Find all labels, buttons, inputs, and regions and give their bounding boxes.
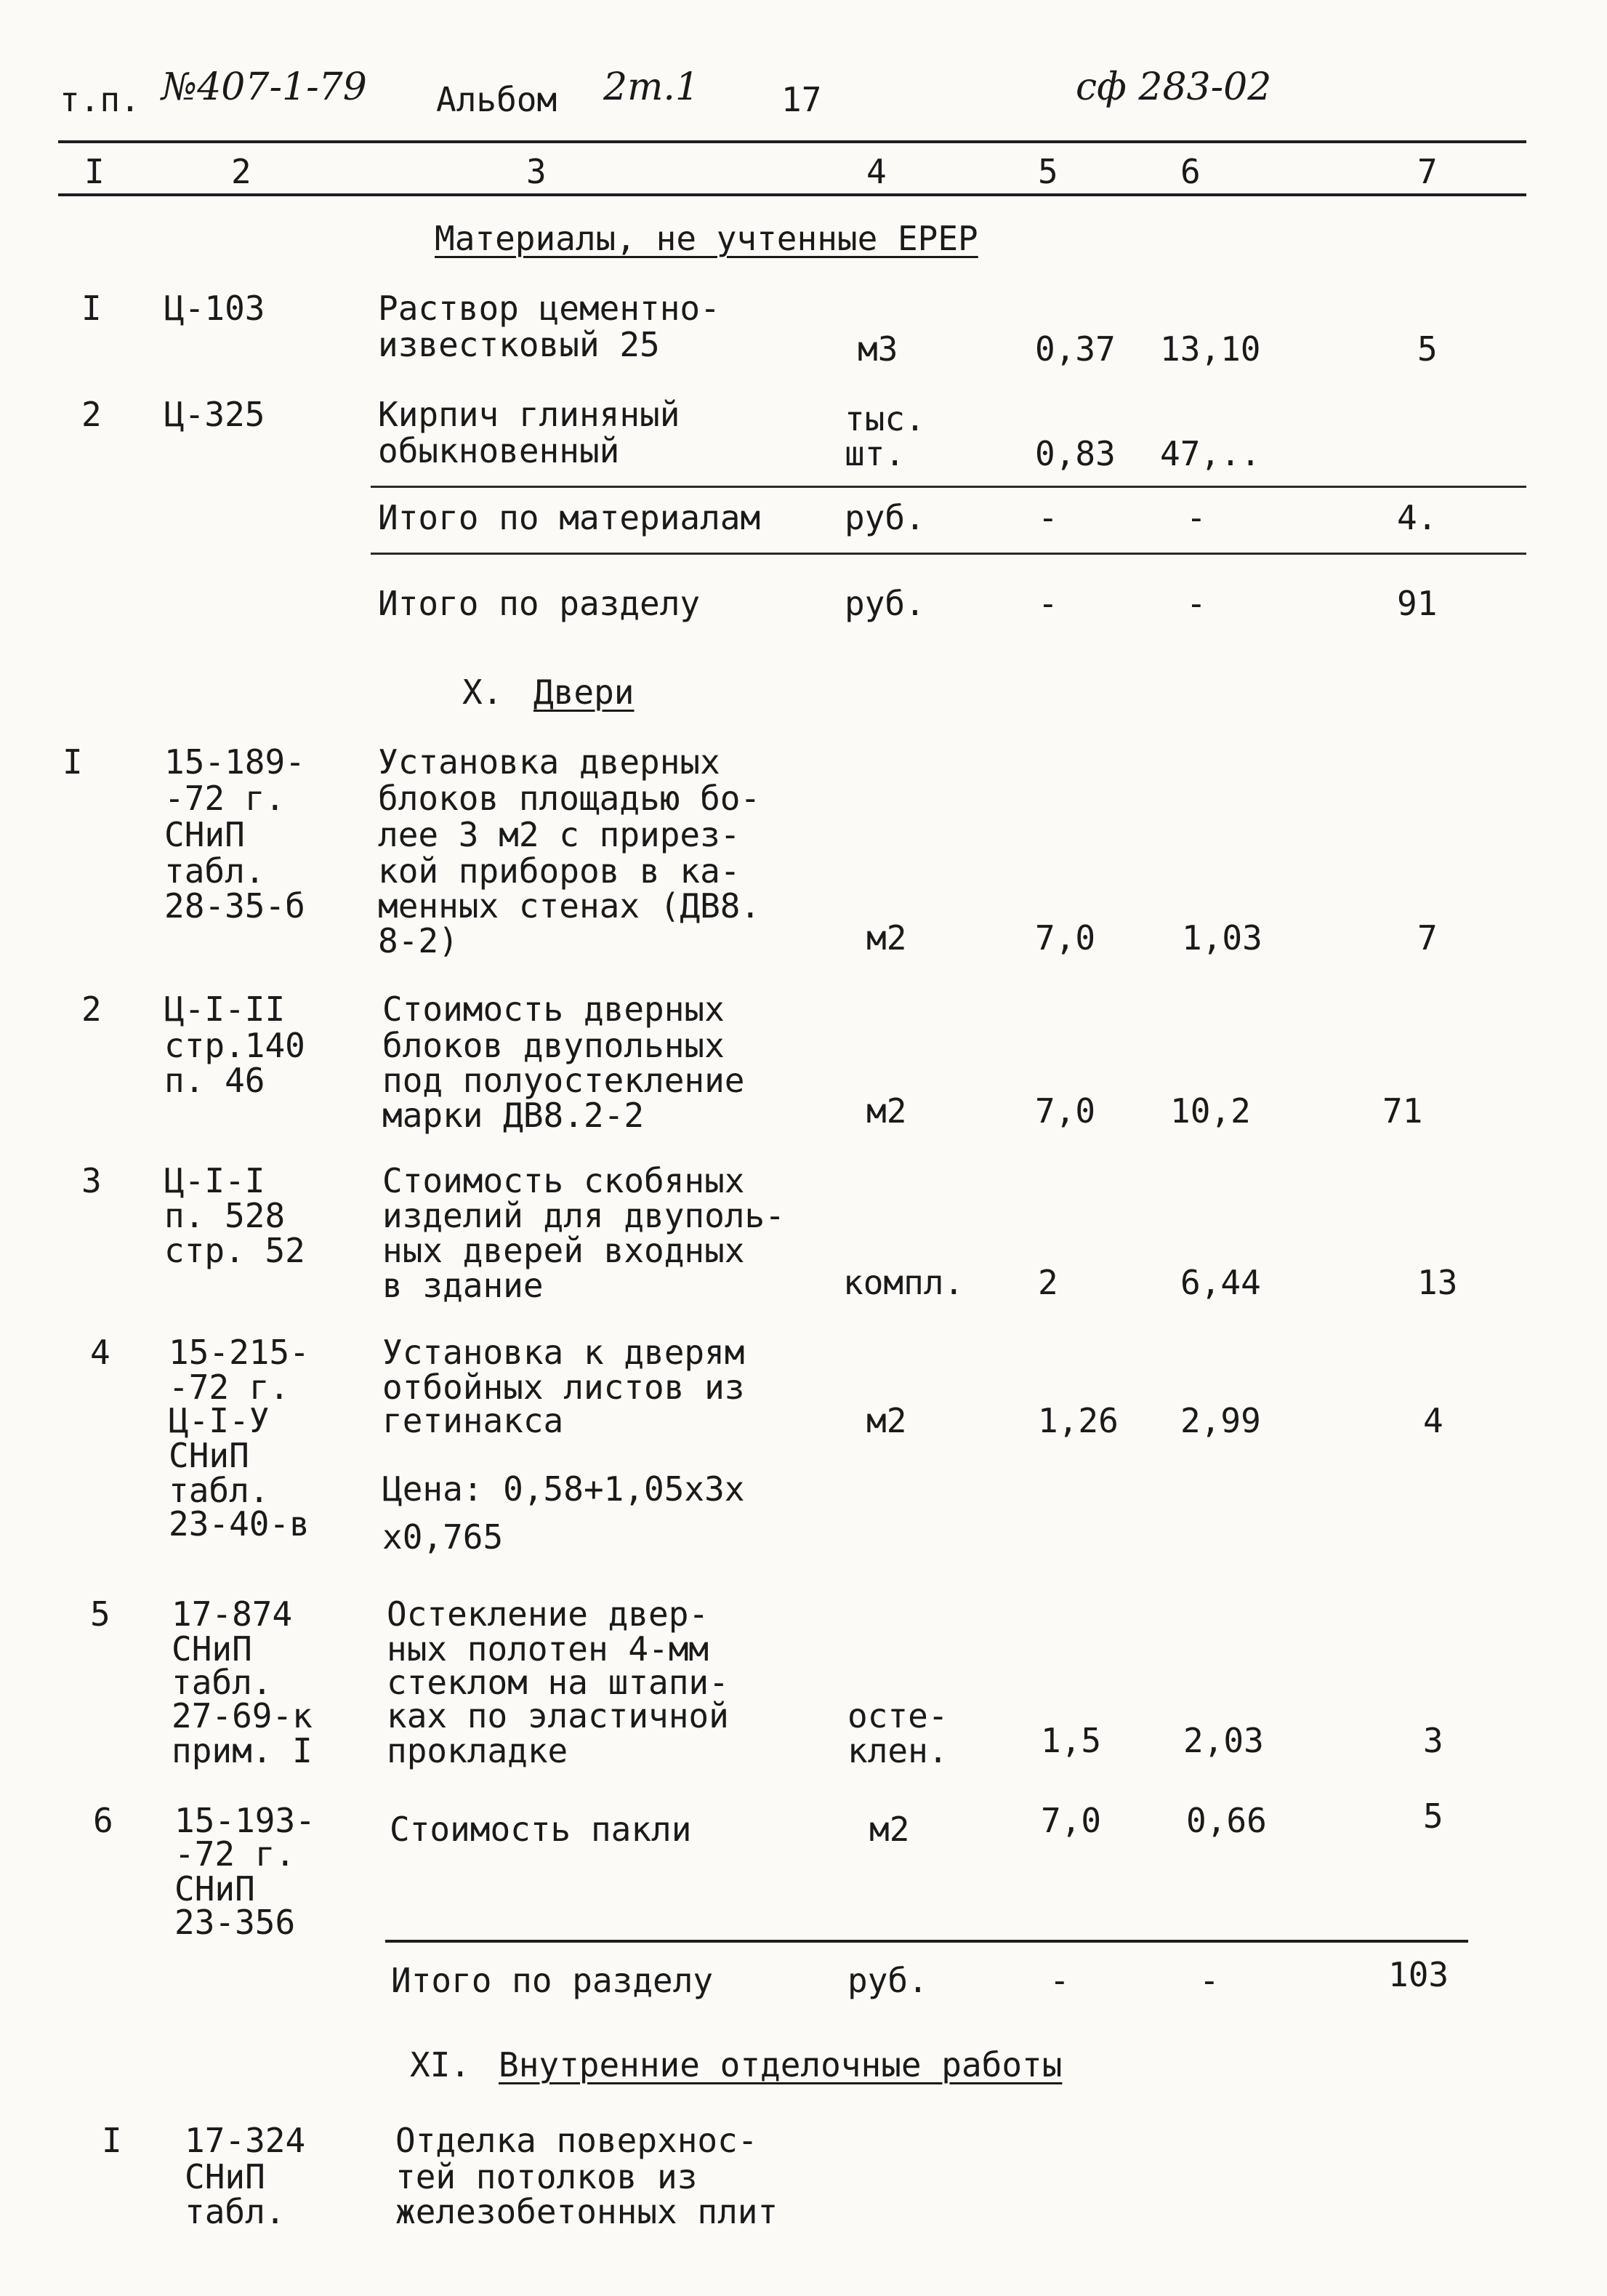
row-name: под полуостекление xyxy=(382,1061,745,1100)
row-name: Стоимость скобяных xyxy=(382,1161,745,1200)
row-qty: 1,26 xyxy=(1038,1401,1119,1440)
row-unit: клен. xyxy=(847,1731,949,1770)
row-code: 23-40-в xyxy=(169,1504,310,1544)
row-unit: м2 xyxy=(866,1401,907,1440)
album-number: 2т.1 xyxy=(603,65,700,109)
row-code: 15-189- xyxy=(164,742,305,782)
row-total: 5 xyxy=(1417,329,1438,369)
row-number: 5 xyxy=(90,1594,110,1634)
row-total: 4 xyxy=(1423,1401,1443,1440)
row-name: изделий для двуполь- xyxy=(382,1196,785,1235)
row-unit: м2 xyxy=(866,918,907,958)
row-code: 15-193- xyxy=(174,1801,315,1840)
subtotal-total: 91 xyxy=(1397,584,1438,623)
subtotal-rule xyxy=(385,1940,1468,1943)
subtotal-label: Итого по разделу xyxy=(378,584,701,623)
row-code: Ц-325 xyxy=(164,395,265,434)
row-name: Отделка поверхнос- xyxy=(395,2121,758,2160)
column-number: 4 xyxy=(866,152,887,191)
row-name: Стоимость пакли xyxy=(390,1810,692,1849)
row-price: 6,44 xyxy=(1180,1263,1261,1302)
row-code: 27-69-к xyxy=(172,1696,313,1735)
row-code: Ц-I-II xyxy=(164,990,286,1029)
row-code: СНиП xyxy=(169,1436,249,1475)
row-price: 2,99 xyxy=(1180,1401,1261,1440)
row-name: ках по эластичной xyxy=(387,1696,729,1735)
row-total: 13 xyxy=(1417,1263,1458,1302)
row-name: блоков двупольных xyxy=(382,1026,725,1065)
row-code: прим. I xyxy=(172,1731,313,1770)
subtotal-unit: руб. xyxy=(845,498,925,537)
row-name: Установка к дверям xyxy=(382,1333,745,1372)
row-code: табл. xyxy=(185,2192,286,2231)
row-code: табл. xyxy=(172,1663,273,1702)
subtotal-price: - xyxy=(1186,498,1207,537)
subtotal-qty: - xyxy=(1038,498,1058,537)
subtotal-rule xyxy=(371,486,1526,488)
subtotal-price: - xyxy=(1199,1961,1220,2000)
tp-number: №407-1-79 xyxy=(161,65,367,109)
row-code: п. 46 xyxy=(164,1061,265,1100)
section-title-finishing: Внутренние отделочные работы xyxy=(499,2045,1063,2084)
row-unit: осте- xyxy=(847,1696,949,1735)
row-name: в здание xyxy=(382,1266,544,1305)
row-code: 28-35-б xyxy=(164,886,305,926)
document-code: сф 283-02 xyxy=(1076,65,1272,109)
row-name: кой приборов в ка- xyxy=(378,851,741,891)
row-price: 2,03 xyxy=(1183,1721,1264,1760)
row-code: 17-324 xyxy=(185,2121,306,2160)
column-number: 6 xyxy=(1180,152,1201,191)
row-number: 6 xyxy=(93,1801,113,1840)
row-name: Стоимость дверных xyxy=(382,990,725,1029)
row-name: ных дверей входных xyxy=(382,1231,745,1270)
row-code: Ц-103 xyxy=(164,289,265,328)
row-name: тей потолков из xyxy=(395,2157,698,2196)
row-price: 1,03 xyxy=(1182,918,1262,958)
sheet-number: 17 xyxy=(781,80,822,119)
row-unit: компл. xyxy=(843,1263,964,1302)
row-code: табл. xyxy=(169,1471,270,1510)
column-number: 5 xyxy=(1038,152,1058,191)
row-name: блоков площадью бо- xyxy=(378,779,761,818)
row-code: стр. 52 xyxy=(164,1231,305,1270)
row-code: СНиП xyxy=(164,815,245,854)
subtotal-label: Итого по материалам xyxy=(378,498,761,537)
subtotal-qty: - xyxy=(1050,1961,1070,2000)
price-formula: Цена: 0,58+1,05x3x xyxy=(382,1469,745,1509)
row-price: 47,.. xyxy=(1160,434,1261,473)
row-number: I xyxy=(63,742,83,782)
row-code: -72 г. xyxy=(164,779,286,818)
row-total: 71 xyxy=(1382,1091,1423,1131)
subtotal-total: 4. xyxy=(1397,498,1438,537)
column-number: 7 xyxy=(1417,152,1438,191)
row-code: СНиП xyxy=(185,2157,265,2196)
row-name: лее 3 м2 с прирез- xyxy=(378,815,741,854)
row-code: табл. xyxy=(164,851,265,891)
subtotal-unit: руб. xyxy=(845,584,925,623)
row-number: I xyxy=(81,289,102,328)
row-price: 0,66 xyxy=(1186,1801,1267,1840)
row-unit: м3 xyxy=(858,329,898,369)
row-qty: 1,5 xyxy=(1041,1721,1102,1760)
row-name: Остекление двер- xyxy=(387,1594,709,1634)
subtotal-rule xyxy=(371,553,1526,555)
row-name: Раствор цементно- xyxy=(378,289,720,328)
row-code: СНиП xyxy=(174,1869,255,1908)
row-name: Кирпич глиняный xyxy=(378,395,680,434)
row-name: отбойных листов из xyxy=(382,1368,745,1407)
row-name: 8-2) xyxy=(378,921,459,960)
subtotal-unit: руб. xyxy=(847,1961,928,2000)
row-total: 5 xyxy=(1423,1797,1443,1836)
row-name: Установка дверных xyxy=(378,742,720,782)
row-name: железобетонных плит xyxy=(395,2192,778,2231)
row-name: ных полотен 4-мм xyxy=(387,1629,709,1669)
row-code: Ц-I-У xyxy=(169,1401,270,1440)
price-formula: x0,765 xyxy=(382,1517,504,1557)
row-total: 7 xyxy=(1417,918,1438,958)
column-number: 3 xyxy=(526,152,547,191)
row-name: прокладке xyxy=(387,1731,568,1770)
row-name: марки ДВ8.2-2 xyxy=(382,1096,645,1135)
row-unit: м2 xyxy=(869,1810,910,1849)
section-number: XI. xyxy=(410,2045,471,2084)
row-code: 17-874 xyxy=(172,1594,293,1634)
row-unit: м2 xyxy=(866,1091,907,1131)
row-code: 23-356 xyxy=(174,1903,296,1942)
row-name: менных стенах (ДВ8. xyxy=(378,886,761,926)
subtotal-total: 103 xyxy=(1388,1955,1449,1994)
row-number: 3 xyxy=(81,1161,102,1200)
column-header-rule xyxy=(58,193,1526,196)
row-number: I xyxy=(102,2121,122,2160)
row-qty: 0,83 xyxy=(1035,434,1116,473)
album-label: Альбом xyxy=(436,80,557,119)
row-name: стеклом на штапи- xyxy=(387,1663,729,1702)
section-title-materials: Материалы, не учтенные ЕРЕР xyxy=(435,219,978,258)
row-price: 13,10 xyxy=(1160,329,1261,369)
section-number: X. xyxy=(462,673,503,712)
subtotal-price: - xyxy=(1186,584,1207,623)
column-number: 2 xyxy=(231,152,251,191)
row-name: известковый 25 xyxy=(378,325,660,364)
row-unit: тыс. xyxy=(845,399,925,438)
row-code: стр.140 xyxy=(164,1026,305,1065)
row-name: обыкновенный xyxy=(378,431,620,470)
row-number: 2 xyxy=(81,395,102,434)
row-number: 2 xyxy=(81,990,102,1029)
row-code: 15-215- xyxy=(169,1333,310,1372)
row-total: 3 xyxy=(1423,1721,1443,1760)
subtotal-qty: - xyxy=(1038,584,1058,623)
row-code: -72 г. xyxy=(169,1368,290,1407)
column-number: I xyxy=(84,152,105,191)
tp-label: т.п. xyxy=(60,80,140,119)
section-title-doors: Двери xyxy=(533,673,635,712)
row-price: 10,2 xyxy=(1170,1091,1251,1131)
row-qty: 2 xyxy=(1038,1263,1058,1302)
row-qty: 7,0 xyxy=(1035,1091,1096,1131)
row-name: гетинакса xyxy=(382,1401,564,1440)
row-code: Ц-I-I xyxy=(164,1161,265,1200)
row-qty: 7,0 xyxy=(1035,918,1096,958)
row-unit: шт. xyxy=(845,434,906,473)
row-code: п. 528 xyxy=(164,1196,286,1235)
row-qty: 0,37 xyxy=(1035,329,1116,369)
row-code: -72 г. xyxy=(174,1834,296,1874)
subtotal-label: Итого по разделу xyxy=(391,1961,714,2000)
row-code: СНиП xyxy=(172,1629,252,1669)
header-rule xyxy=(58,140,1526,143)
row-number: 4 xyxy=(90,1333,110,1372)
row-qty: 7,0 xyxy=(1041,1801,1102,1840)
